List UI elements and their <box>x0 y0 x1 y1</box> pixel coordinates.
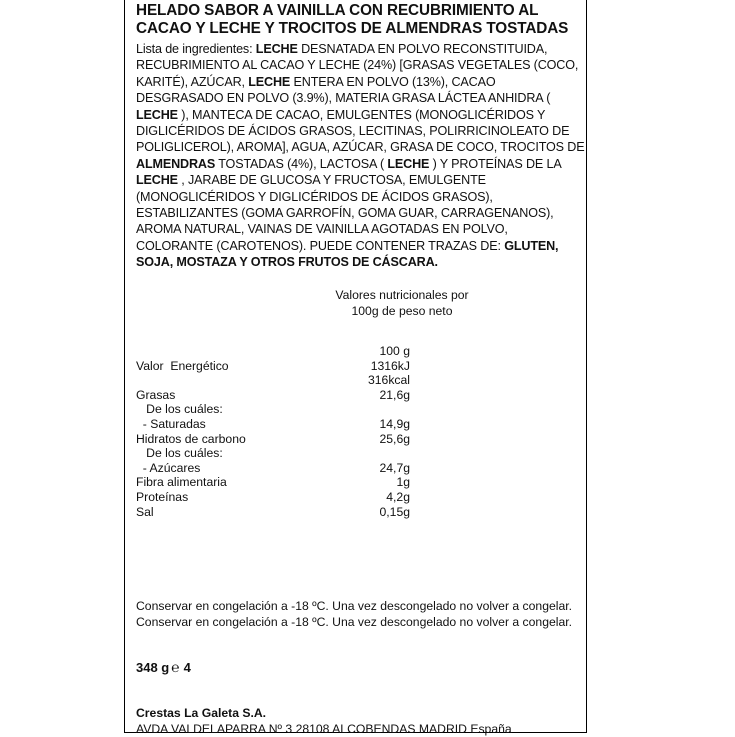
nutrition-header <box>322 287 482 319</box>
nutrition-header-line1: Valores nutricionales por <box>335 288 469 302</box>
nutrition-label: Valor Energético <box>136 358 229 373</box>
nutrition-label: Proteínas <box>136 490 189 504</box>
nutrition-row <box>136 475 576 490</box>
nutrition-row <box>136 446 576 461</box>
nutrition-row <box>136 461 576 476</box>
nutrition-label: De los cuáles: <box>136 402 223 417</box>
nutrition-row <box>136 388 576 403</box>
product-title: HELADO SABOR A VAINILLA CON RECUBRIMIENTO AL CACAO Y LECHE Y TROCITOS DE ALMENDRAS TOSTADAS <box>136 2 569 37</box>
nutrition-row <box>136 432 576 447</box>
nutrition-value: 25,6g <box>379 431 410 446</box>
nutrition-label: Fibra alimentaria <box>136 475 227 490</box>
nutrition-value: 1316kJ <box>370 358 410 373</box>
net-weight <box>136 659 191 676</box>
allergen-highlight: LECHE <box>255 42 298 56</box>
nutrition-row <box>136 344 576 359</box>
estimated-sign-icon: ℮ <box>171 659 180 675</box>
nutrition-value: 0,15g <box>379 504 410 519</box>
nutrition-label: Sal <box>136 504 154 519</box>
nutrition-value: 24,7g <box>379 460 410 475</box>
nutrition-row <box>136 402 576 417</box>
nutrition-row <box>136 417 576 432</box>
storage-instruction: Conservar en congelación a -18 ºC. Una vez descongelado no volver a congelar. <box>136 615 573 629</box>
nutrition-value: 21,6g <box>379 387 410 402</box>
allergen-highlight: LECHE <box>248 74 291 89</box>
nutrition-label: Grasas <box>136 387 176 402</box>
nutrition-label: - Azúcares <box>136 460 201 475</box>
ingredients-list <box>136 41 586 271</box>
net-weight-value: 348 g <box>136 660 170 675</box>
nutrition-label: De los cuáles: <box>136 446 223 461</box>
nutrition-value: 316kcal <box>367 373 410 388</box>
nutrition-value: 14,9g <box>379 417 410 431</box>
nutrition-value: 4,2g <box>386 490 410 504</box>
nutrition-header-line2: 100g de peso neto <box>351 304 453 318</box>
nutrition-value: 100 g <box>379 344 410 358</box>
nutrition-label: - Saturadas <box>136 417 206 431</box>
allergen-highlight: ALMENDRAS <box>136 156 216 171</box>
nutrition-value: 1g <box>396 475 410 490</box>
nutrition-row <box>136 359 576 374</box>
storage-instruction: Conservar en congelación a -18 ºC. Una vez descongelado no volver a congelar. <box>136 599 573 613</box>
unit-count: 4 <box>183 660 191 675</box>
ingredient-text: ) Y PROTEÍNAS DE LA <box>429 156 561 171</box>
label-panel <box>124 0 587 736</box>
allergen-highlight: LECHE <box>136 173 178 188</box>
ingredient-text: ENTERA EN POLVO (13%), CACAO DESGRASADO EN POLVO (3.9%), MATERIA GRASA LÁCTEA ANHIDRA ( <box>136 74 551 106</box>
allergen-highlight: LECHE <box>387 156 430 171</box>
nutrition-row <box>136 373 576 388</box>
nutrition-row <box>136 505 576 520</box>
allergen-highlight: LECHE <box>136 107 178 122</box>
ingredient-text: , JARABE DE GLUCOSA Y FRUCTOSA, EMULGENTE (MONOGLICÉRIDOS Y DIGLICÉRIDOS DE ÁCIDOS GRASOS), ESTABILIZANTES (GOMA GARROFÍN, GOMA GUAR, CARRAGENANOS), AROMA NATURAL, VAINAS DE VAINILLA AGOTADAS EN POLVO, COLORANTE (CAROTENOS). PUEDE CONTENER TRAZAS DE: <box>136 173 554 253</box>
allergen-highlight: GLUTEN, SOJA, MOSTAZA Y OTROS FRUTOS DE CÁSCARA. <box>136 238 559 270</box>
ingredient-text: Lista de ingredientes: <box>136 42 256 56</box>
ingredient-text: DESNATADA EN POLVO RECONSTITUIDA, RECUBRIMIENTO AL CACAO Y LECHE (24%) [GRASAS VEGETALES (COCO, KARITÉ), AZÚCAR, <box>136 42 579 89</box>
nutrition-row <box>136 490 576 505</box>
nutrition-label: Hidratos de carbono <box>136 431 246 446</box>
ingredient-text: TOSTADAS (4%), LACTOSA ( <box>215 156 388 171</box>
ingredient-text: ), MANTECA DE CACAO, EMULGENTES (MONOGLICÉRIDOS Y DIGLICÉRIDOS DE ÁCIDOS GRASOS, LECITINAS, POLIRRICINOLEATO DE POLIGLICEROL), AROMA], AGUA, AZÚCAR, GRASA DE COCO, TROCITOS DE <box>136 107 585 155</box>
manufacturer-name: Crestas La Galeta S.A. <box>136 706 267 720</box>
manufacturer-address: AVDA VALDELAPARRA Nº 3 28108 ALCOBENDAS MADRID España <box>136 722 512 736</box>
